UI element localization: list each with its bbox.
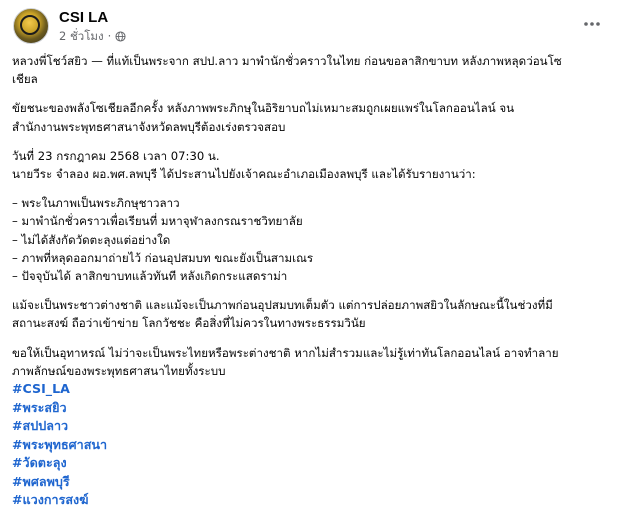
paragraph-line: สำนักงานพระพุทธศาสนาจังหวัดลพบุรีต้องเร่งตรวจสอบ (12, 119, 286, 134)
fact-item: – ปัจจุบันได้ ลาสิกขาบทแล้วทันที หลังเกิดกระแสดราม่า (12, 269, 288, 284)
hashtag-link[interactable]: #พระพุทธศาสนา (12, 436, 108, 452)
paragraph-report (12, 147, 610, 183)
headline (12, 52, 610, 88)
fact-item: – ไม่ได้สังกัดวัดตะลุงแต่อย่างใด (12, 232, 171, 247)
paragraph-line: นายวีระ จำลอง ผอ.พศ.ลพบุรี ได้ประสานไปยังเจ้าคณะอำเภอเมืองลพบุรี และได้รับรายงานว่า: (12, 167, 476, 182)
headline-line: หลวงพี่โชว์สยิว — ที่แท้เป็นพระจาก สปป.ลาว มาพำนักชั่วคราวในไทย ก่อนขอลาสิกขาบท หลังภาพหลุดว่อนโซ (12, 54, 562, 68)
paragraph-line: แม้จะเป็นพระชาวต่างชาติ และแม้จะเป็นภาพก่อนอุปสมบทเต็มตัว แต่การปล่อยภาพสยิวในลักษณะนี้ในช่วงที่มี (12, 298, 553, 313)
facts-list (12, 194, 610, 285)
hashtag-link[interactable]: #แวงการสงฆ์ (12, 492, 89, 508)
more-options-icon (584, 22, 600, 26)
paragraph-line: ขอให้เป็นอุทาหรณ์ ไม่ว่าจะเป็นพระไทยหรือพระต่างชาติ หากไม่สำรวมและไม่รู้เท่าทันโลกออนไลน์ อาจทำลาย (12, 345, 559, 360)
paragraph-line: ภาพลักษณ์ของพระพุทธศาสนาไทยทั้งระบบ (12, 363, 226, 378)
hashtag-list (12, 380, 610, 510)
page-avatar[interactable] (13, 8, 49, 44)
paragraph-line: วันที่ 23 กรกฎาคม 2568 เวลา 07:30 น. (12, 148, 220, 163)
fact-item: – ภาพที่หลุดออกมาถ่ายไว้ ก่อนอุปสมบท ขณะยังเป็นสามเณร (12, 250, 314, 265)
post-time-link[interactable]: 2 ชั่วโมง (59, 28, 104, 43)
more-options-button[interactable] (578, 10, 606, 38)
paragraph-lesson (12, 344, 610, 380)
paragraph-intro (12, 99, 610, 135)
page-name-link[interactable]: CSI LA (59, 8, 109, 26)
post-content (12, 52, 610, 510)
headline-line: เชียล (12, 72, 38, 87)
paragraph-line: ขัยชนะของพลังโซเชียลอีกครั้ง หลังภาพพระภิกษุในอิริยาบถไม่เหมาะสมถูกเผยแพร่ในโลกออนไลน์ จน (12, 101, 515, 116)
paragraph-line: สถานะสงฆ์ ถือว่าเข้าข่าย โลกวัชชะ คือสิ่งที่ไม่ควรในทางพระธรรมวินัย (12, 316, 366, 331)
separator-dot: · (107, 28, 112, 43)
post-subtitle (59, 29, 126, 44)
post-meta (59, 9, 126, 44)
hashtag-link[interactable]: #วัดตะลุง (12, 455, 67, 471)
globe-icon[interactable] (115, 31, 126, 42)
post-header (12, 0, 610, 52)
paragraph-commentary (12, 296, 610, 332)
hashtag-link[interactable]: #พศลพบุรี (12, 473, 70, 489)
hashtag-link[interactable]: #สปปลาว (12, 418, 69, 434)
fact-item: – มาพำนักชั่วคราวเพื่อเรียนที่ มหาจุฬาลงกรณราชวิทยาลัย (12, 214, 303, 229)
hashtag-link[interactable]: #พระสยิว (12, 399, 67, 415)
hashtag-link[interactable]: #CSI_LA (12, 381, 70, 397)
fact-item: – พระในภาพเป็นพระภิกษุชาวลาว (12, 196, 180, 211)
